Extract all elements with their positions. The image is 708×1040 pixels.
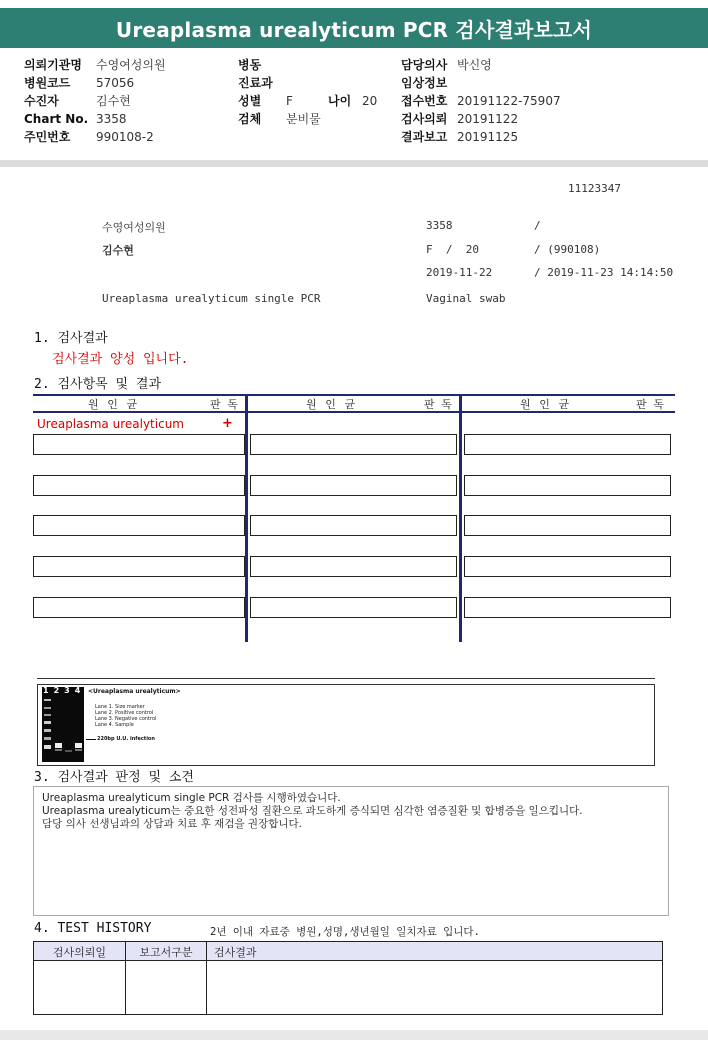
patient-name: 김수현 xyxy=(102,244,134,257)
gel-legend xyxy=(95,704,156,728)
header-label: Chart No. xyxy=(24,112,89,126)
column-divider xyxy=(245,394,248,642)
header-value: 20191122-75907 xyxy=(457,94,561,108)
request-date: 2019-11-22 xyxy=(426,266,493,279)
organism-result: + xyxy=(222,416,233,431)
section4-title: 4. TEST HISTORY xyxy=(34,921,152,936)
header-label: 성별 xyxy=(238,94,262,108)
gel-title: <Ureaplasma urealyticum> xyxy=(88,688,181,695)
lane-number: 4 xyxy=(74,686,81,695)
header-label: 검체 xyxy=(238,112,262,126)
header-value: 분비물 xyxy=(286,112,321,126)
header-separator xyxy=(0,160,708,167)
header-label: 병동 xyxy=(238,58,262,72)
header-value: 수영여성의원 xyxy=(96,58,166,72)
column-divider xyxy=(459,394,462,642)
sex-age: F / 20 xyxy=(426,243,479,256)
header-label: 결과보고 xyxy=(401,130,448,144)
header-value: 박신영 xyxy=(457,58,492,72)
header-label: 임상정보 xyxy=(401,76,448,90)
header-label: 접수번호 xyxy=(401,94,448,108)
col-header-judgement: 판 독 xyxy=(210,398,238,411)
document-id: 11123347 xyxy=(568,182,621,195)
empty-cell xyxy=(250,597,457,618)
header-value: F xyxy=(286,94,293,108)
opinion-line: 담당 의사 선생님과의 상담과 치료 후 재검을 권장합니다. xyxy=(42,818,302,830)
header-value: 57056 xyxy=(96,76,135,90)
empty-cell xyxy=(33,597,245,618)
separator-slash: / xyxy=(534,219,541,232)
gel-legend-item: Lane 4. Sample xyxy=(95,722,134,728)
empty-cell xyxy=(250,515,457,536)
report-datetime: / 2019-11-23 14:14:50 xyxy=(534,266,674,279)
gel-bands xyxy=(42,687,84,762)
header-label: 수진자 xyxy=(24,94,59,108)
header-left xyxy=(24,56,234,146)
section2-title: 2. 검사항목 및 결과 xyxy=(34,377,162,392)
history-column-line xyxy=(206,942,207,1014)
band-arrow-icon xyxy=(86,739,96,740)
report-title: Ureaplasma urealyticum PCR 검사결과보고서 xyxy=(0,8,708,48)
header-label: 병원코드 xyxy=(24,76,71,90)
col-header-organism: 원 인 균 xyxy=(88,398,139,411)
empty-cell xyxy=(250,475,457,496)
section3-title: 3. 검사결과 판정 및 소견 xyxy=(34,770,194,785)
empty-cell xyxy=(464,556,671,577)
hospital-name: 수영여성의원 xyxy=(102,221,166,234)
history-note: 2년 이내 자료중 병원,성명,생년월일 일치자료 입니다. xyxy=(210,926,480,938)
history-col-request-date: 검사의뢰일 xyxy=(52,946,107,959)
col-header-organism: 원 인 균 xyxy=(520,398,571,411)
empty-cell xyxy=(464,475,671,496)
history-col-report-type: 보고서구분 xyxy=(139,946,193,959)
empty-cell xyxy=(33,475,245,496)
opinion-line: Ureaplasma urealyticum는 중요한 성전파성 질환으로 과도하게 증식되면 심각한 염증질환 및 합병증을 일으킵니다. xyxy=(42,805,583,817)
gel-image xyxy=(42,687,84,762)
chart-number: 3358 xyxy=(426,219,453,232)
empty-cell xyxy=(250,434,457,455)
lane-number: 1 xyxy=(43,686,49,695)
header-label: 담당의사 xyxy=(401,58,448,72)
header-label: 주민번호 xyxy=(24,130,71,144)
history-col-result: 검사결과 xyxy=(214,946,257,959)
empty-cell xyxy=(250,556,457,577)
header-value: 3358 xyxy=(96,112,127,126)
gel-legend-item: Lane 3. Negative control xyxy=(95,716,157,722)
organism-name: Ureaplasma urealyticum xyxy=(37,417,184,431)
test-name: Ureaplasma urealyticum single PCR xyxy=(102,292,321,305)
header-right xyxy=(401,56,701,146)
footer-band xyxy=(0,1030,708,1040)
lane-number: 3 xyxy=(64,686,70,695)
header-value: 990108-2 xyxy=(96,130,154,144)
age-label: 나이 xyxy=(328,94,352,108)
header-value: 김수현 xyxy=(96,94,131,108)
empty-cell xyxy=(464,515,671,536)
header-label: 진료과 xyxy=(238,76,273,90)
gel-lane-numbers xyxy=(43,686,80,695)
gel-legend-item: Lane 2. Positive control xyxy=(95,710,154,716)
empty-cell xyxy=(33,556,245,577)
empty-cell xyxy=(33,515,245,536)
birth-date: / (990108) xyxy=(534,243,601,256)
col-header-organism: 원 인 균 xyxy=(306,398,357,411)
header-value: 20191122 xyxy=(457,112,519,126)
gel-legend-item: Lane 1. Size marker xyxy=(95,704,145,710)
lane-number: 2 xyxy=(53,686,60,695)
empty-cell xyxy=(464,597,671,618)
history-table xyxy=(33,941,663,1015)
positive-result: 검사결과 양성 입니다. xyxy=(52,352,189,367)
section1-title: 1. 검사결과 xyxy=(34,331,108,346)
header-label: 검사의뢰 xyxy=(401,112,448,126)
opinion-box xyxy=(33,786,669,916)
band-label: 220bp U.U. infection xyxy=(97,736,155,742)
col-header-judgement: 판 독 xyxy=(424,398,452,411)
empty-cell xyxy=(33,434,245,455)
opinion-line: Ureaplasma urealyticum single PCR 검사를 시행하였습니다. xyxy=(42,792,341,804)
specimen: Vaginal swab xyxy=(426,292,506,305)
header-mid xyxy=(238,56,398,128)
col-header-judgement: 판 독 xyxy=(636,398,664,411)
empty-cell xyxy=(464,434,671,455)
header-label: 의뢰기관명 xyxy=(24,58,82,72)
gel-top-line xyxy=(37,678,655,679)
age-value: 20 xyxy=(362,94,378,108)
header-value: 20191125 xyxy=(457,130,519,144)
